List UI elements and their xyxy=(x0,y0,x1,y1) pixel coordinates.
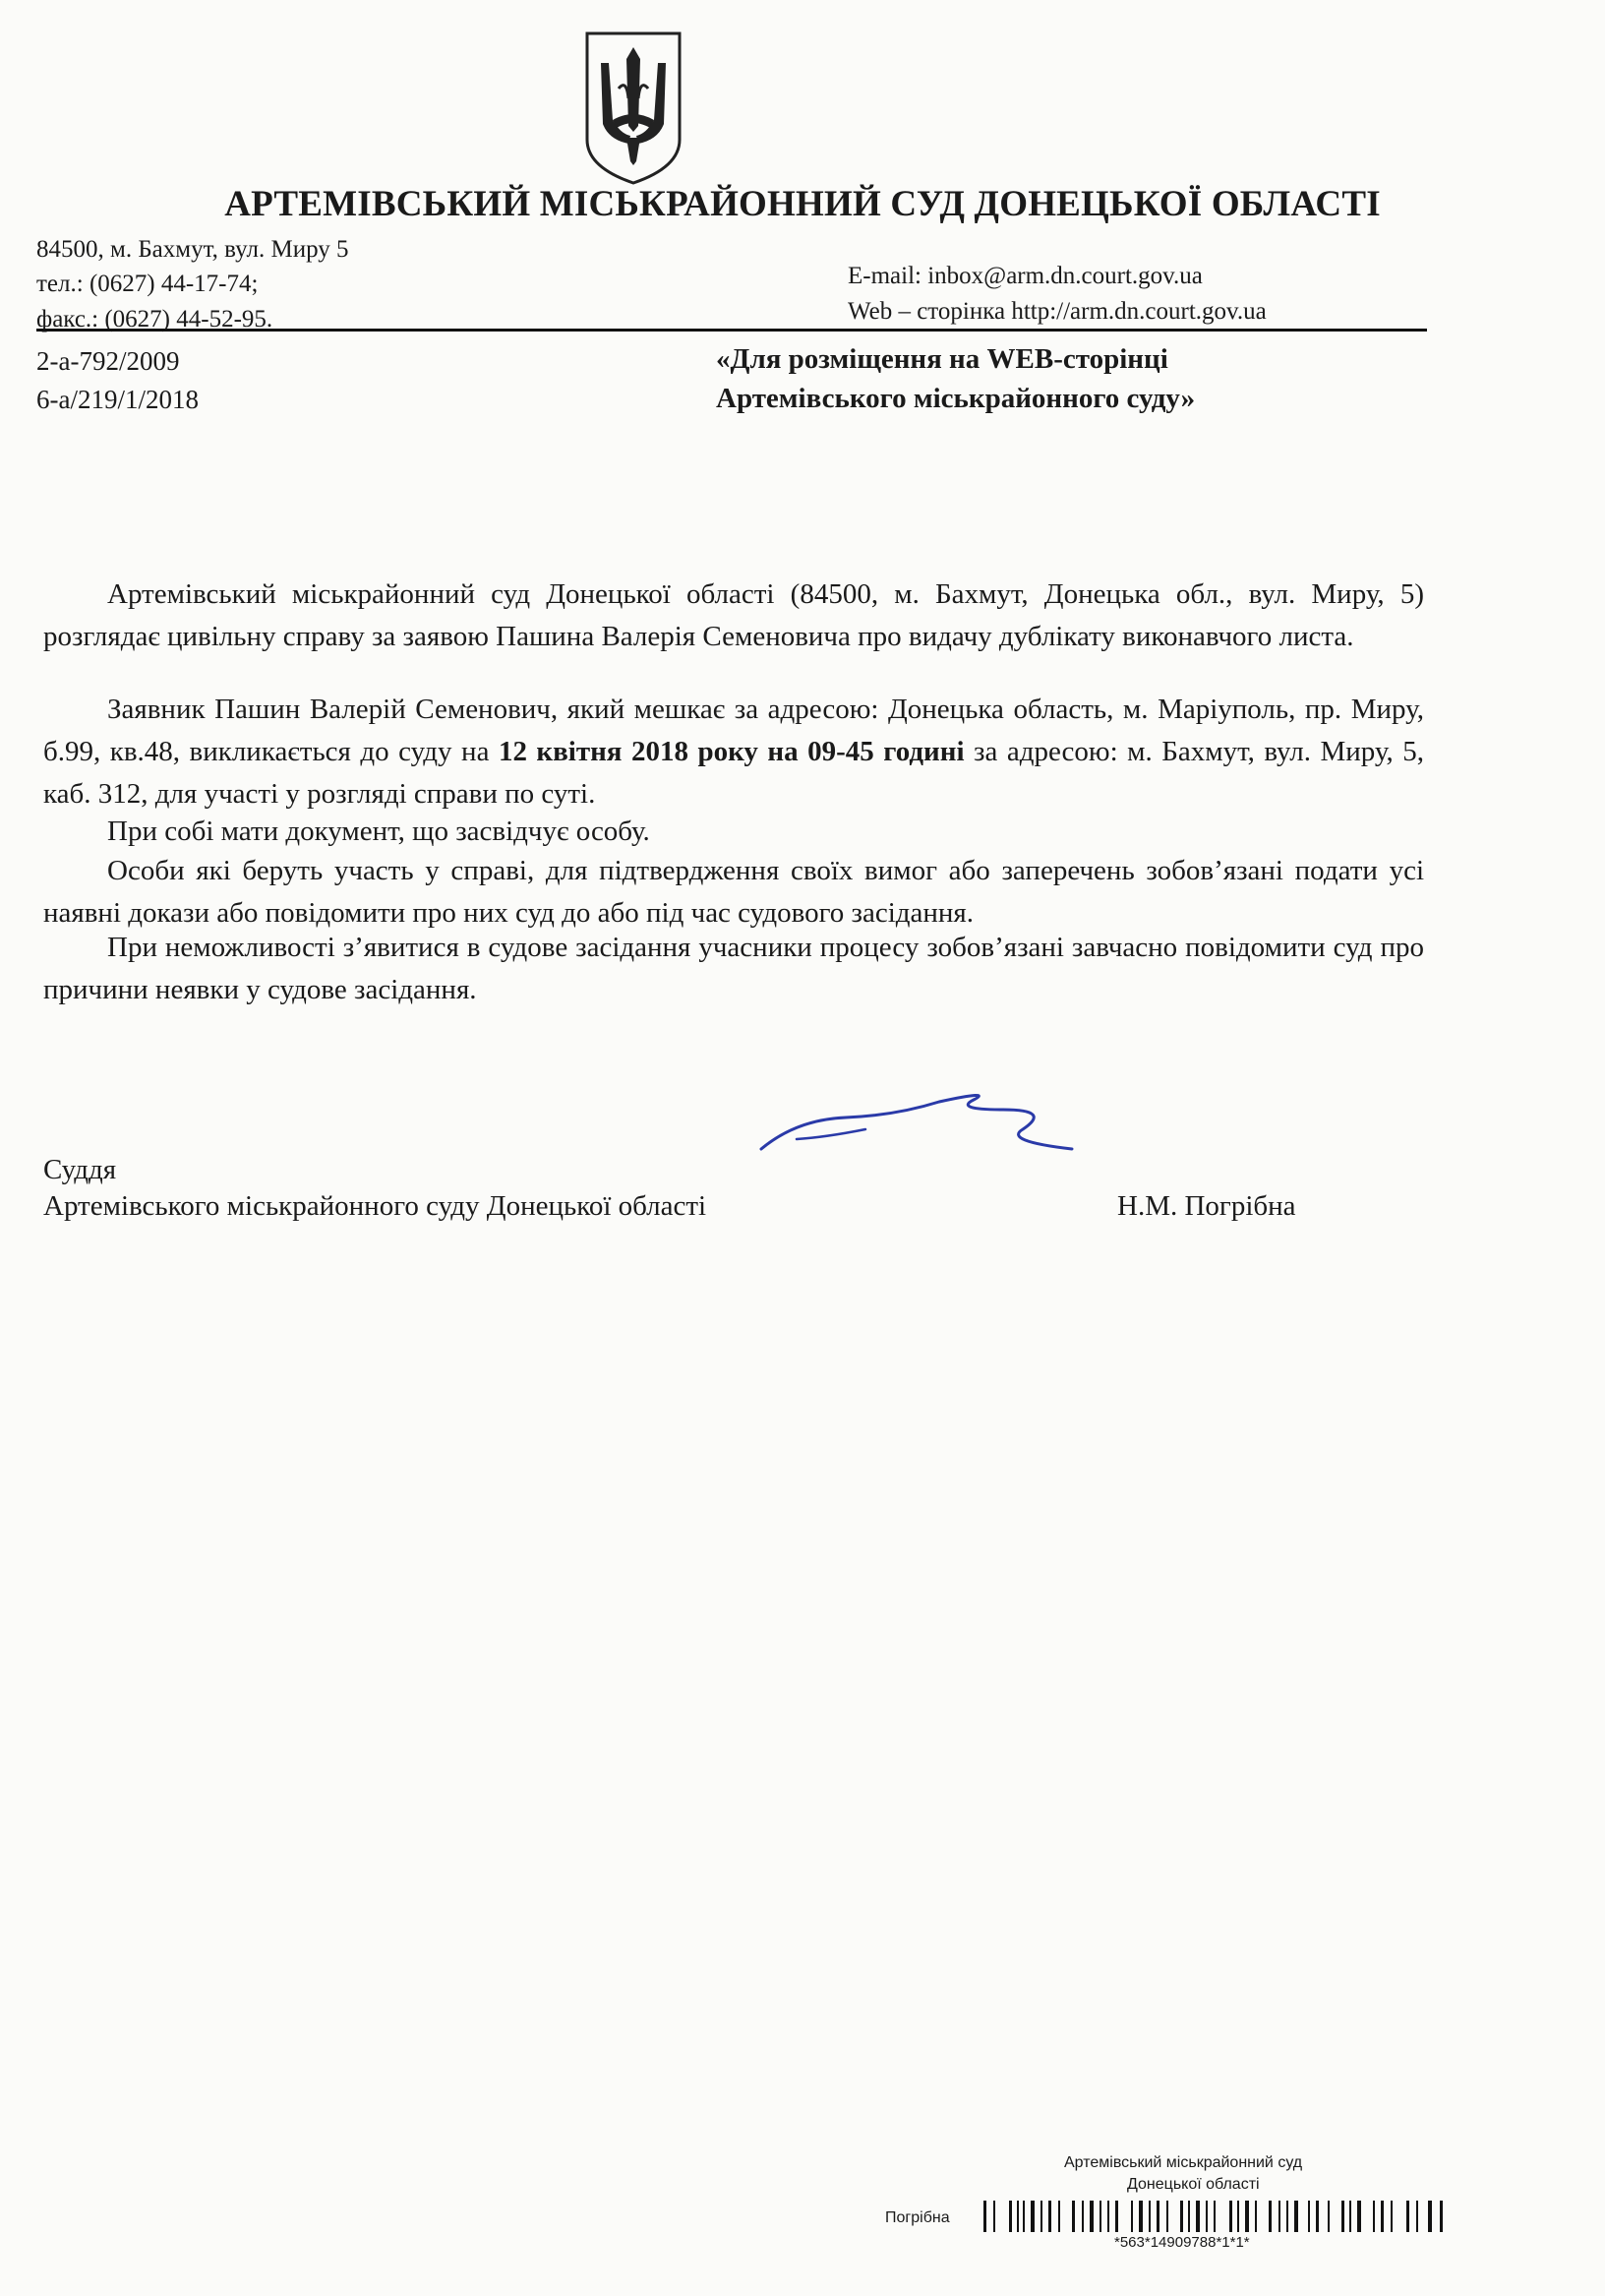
web-placement-note: Артемівського міськрайонного суду» xyxy=(716,383,1196,414)
court-name-title: АРТЕМІВСЬКИЙ МІСЬКРАЙОННИЙ СУД ДОНЕЦЬКОЇ ОБЛАСТІ xyxy=(224,184,1381,224)
court-phone: тел.: (0627) 44-17-74; xyxy=(36,271,259,297)
stamp-court-line: Артемівський міськрайонний суд xyxy=(1064,2154,1303,2171)
header-divider xyxy=(36,329,1427,332)
body-paragraph: При собі мати документ, що засвідчує особу. xyxy=(107,816,650,847)
body-paragraph: Артемівський міськрайонний суд Донецької області (84500, м. Бахмут, Донецька обл., вул. Миру, 5) розглядає цивільну справу за заявою Пашина Валерія Семеновича про видачу дублікату виконавчого листа. xyxy=(43,578,1424,652)
judge-name: Н.М. Погрібна xyxy=(1117,1190,1296,1222)
body-paragraph: Заявник Пашин Валерій Семенович, який мешкає за адресою: Донецька область, м. Маріуполь, пр. Миру, б.99, кв.48, викликається до суду на 12 квітня 2018 року на 09-45 годині за адресою: м. Бахмут, вул. Миру, 5, каб. 312, для участі у розгляді справи по суті. xyxy=(43,694,1424,810)
barcode-icon xyxy=(983,2201,1446,2232)
case-number: 2-а-792/2009 xyxy=(36,346,180,376)
signature-role: Суддя xyxy=(43,1154,117,1185)
hearing-date: 12 квітня 2018 року на 09-45 годині xyxy=(498,736,965,767)
signature-court: Артемівського міськрайонного суду Донецької області xyxy=(43,1190,707,1222)
body-paragraph: Особи які беруть участь у справі, для підтвердження своїх вимог або заперечень зобов’язані подати усі наявні докази або повідомити про них суд до або під час судового засідання. xyxy=(43,855,1424,929)
coat-of-arms-icon xyxy=(579,30,687,187)
handwritten-signature xyxy=(757,1080,1082,1169)
body-paragraph: При неможливості з’явитися в судове засідання учасники процесу зобов’язані завчасно повідомити суд про причини неявки у судове засідання. xyxy=(43,932,1424,1005)
stamp-region-line: Донецької області xyxy=(1127,2176,1260,2193)
case-number: 6-а/219/1/2018 xyxy=(36,385,199,414)
barcode-code: *563*14909788*1*1* xyxy=(1114,2234,1250,2251)
web-placement-note: «Для розміщення на WEB-сторінці xyxy=(716,343,1168,375)
court-fax: факс.: (0627) 44-52-95. xyxy=(36,306,273,332)
court-website: Web – сторінка http://arm.dn.court.gov.ua xyxy=(848,298,1267,325)
court-email: E-mail: inbox@arm.dn.court.gov.ua xyxy=(848,263,1203,289)
stamp-signer: Погрібна xyxy=(885,2209,950,2226)
court-address: 84500, м. Бахмут, вул. Миру 5 xyxy=(36,236,349,263)
